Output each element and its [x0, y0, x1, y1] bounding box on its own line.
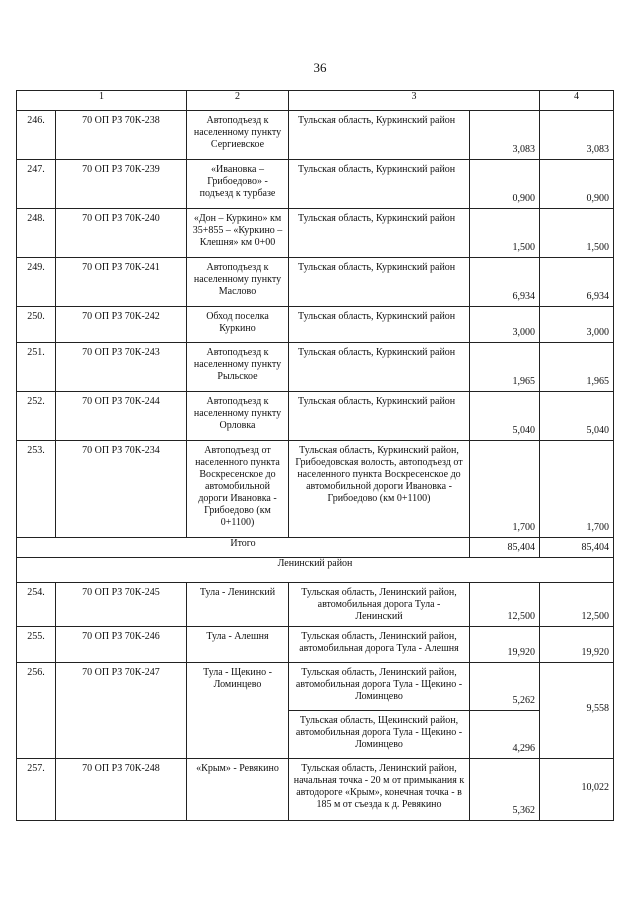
road-id: 70 ОП РЗ 70К-241 [56, 258, 187, 307]
road-id: 70 ОП РЗ 70К-247 [56, 663, 187, 759]
road-name: Тула - Щекино - Ломинцево [187, 663, 289, 759]
road-id: 70 ОП РЗ 70К-244 [56, 392, 187, 441]
road-length: 1,700 [470, 441, 540, 538]
table-row [17, 583, 614, 627]
subtotal-total: 85,404 [540, 538, 614, 558]
road-id: 70 ОП РЗ 70К-245 [56, 583, 187, 627]
header-col-4: 4 [540, 91, 614, 111]
road-name: Автоподъезд к населенному пункту Сергиевское [187, 111, 289, 160]
road-id: 70 ОП РЗ 70К-234 [56, 441, 187, 538]
road-total: 12,500 [540, 583, 614, 627]
road-location: Тульская область, Ленинский район, автомобильная дорога Тула - Щекино - Ломинцево [289, 663, 470, 711]
road-location: Тульская область, Куркинский район [289, 307, 470, 343]
road-name: Тула - Ленинский [187, 583, 289, 627]
table-row [17, 441, 614, 538]
road-length: 5,262 [470, 663, 540, 711]
page-number: 36 [313, 60, 327, 75]
table-row [17, 663, 614, 711]
table-row [17, 160, 614, 209]
road-name: Автоподъезд к населенному пункту Маслово [187, 258, 289, 307]
road-id: 70 ОП РЗ 70К-246 [56, 627, 187, 663]
road-location: Тульская область, Щекинский район, автомобильная дорога Тула - Щекино - Ломинцево [289, 711, 470, 759]
road-name: Обход поселка Куркино [187, 307, 289, 343]
roads-table [16, 90, 614, 821]
row-number: 257. [17, 759, 56, 821]
table-row [17, 627, 614, 663]
road-total: 1,965 [540, 343, 614, 392]
road-length: 3,000 [470, 307, 540, 343]
subtotal-length: 85,404 [470, 538, 540, 558]
row-number: 249. [17, 258, 56, 307]
table-row [17, 759, 614, 821]
row-number: 251. [17, 343, 56, 392]
road-location: Тульская область, Куркинский район [289, 111, 470, 160]
road-location: Тульская область, Куркинский район [289, 343, 470, 392]
road-length: 3,083 [470, 111, 540, 160]
road-name: Тула - Алешня [187, 627, 289, 663]
row-number: 252. [17, 392, 56, 441]
road-total: 3,083 [540, 111, 614, 160]
row-number: 250. [17, 307, 56, 343]
road-location: Тульская область, Куркинский район [289, 160, 470, 209]
road-location: Тульская область, Ленинский район, начальная точка - 20 м от примыкания к автодороге «Крым», конечная точка - в 185 м от съезда к д. Ревякино [289, 759, 470, 821]
road-name: Автоподъезд к населенному пункту Рыльское [187, 343, 289, 392]
road-length: 1,500 [470, 209, 540, 258]
road-name: Автоподъезд к населенному пункту Орловка [187, 392, 289, 441]
road-total: 10,022 [540, 759, 614, 821]
road-id: 70 ОП РЗ 70К-239 [56, 160, 187, 209]
row-number: 247. [17, 160, 56, 209]
header-col-3: 3 [289, 91, 540, 111]
table-row [17, 111, 614, 160]
row-number: 256. [17, 663, 56, 759]
header-col-1: 1 [17, 91, 187, 111]
table-row [17, 209, 614, 258]
road-total: 5,040 [540, 392, 614, 441]
header-row [17, 91, 614, 111]
row-number: 246. [17, 111, 56, 160]
road-location: Тульская область, Куркинский район [289, 209, 470, 258]
road-id: 70 ОП РЗ 70К-243 [56, 343, 187, 392]
road-length: 6,934 [470, 258, 540, 307]
section-title: Ленинский район [17, 558, 614, 583]
road-length: 1,965 [470, 343, 540, 392]
table-row [17, 307, 614, 343]
road-length: 19,920 [470, 627, 540, 663]
subtotal-label: Итого [17, 538, 470, 558]
road-name: «Дон – Куркино» км 35+855 – «Куркино – Клешня» км 0+00 [187, 209, 289, 258]
road-name: «Ивановка – Грибоедово» - подъезд к турбазе [187, 160, 289, 209]
road-location: Тульская область, Ленинский район, автомобильная дорога Тула - Ленинский [289, 583, 470, 627]
row-number: 253. [17, 441, 56, 538]
road-length: 5,040 [470, 392, 540, 441]
road-total: 3,000 [540, 307, 614, 343]
road-location: Тульская область, Ленинский район, автомобильная дорога Тула - Алешня [289, 627, 470, 663]
row-number: 254. [17, 583, 56, 627]
road-location: Тульская область, Куркинский район, Грибоедовская волость, автоподъезд от населенного пункта Воскресенское до автомобильной дороги Ивановка - Грибоедово (км 0+1100) [289, 441, 470, 538]
road-id: 70 ОП РЗ 70К-242 [56, 307, 187, 343]
road-id: 70 ОП РЗ 70К-248 [56, 759, 187, 821]
row-number: 255. [17, 627, 56, 663]
road-total: 1,700 [540, 441, 614, 538]
road-total: 9,558 [540, 663, 614, 759]
road-total: 1,500 [540, 209, 614, 258]
table-row [17, 343, 614, 392]
road-length: 4,296 [470, 711, 540, 759]
road-length: 12,500 [470, 583, 540, 627]
road-id: 70 ОП РЗ 70К-240 [56, 209, 187, 258]
road-id: 70 ОП РЗ 70К-238 [56, 111, 187, 160]
section-row [17, 558, 614, 583]
road-length: 5,362 [470, 759, 540, 821]
road-total: 0,900 [540, 160, 614, 209]
road-location: Тульская область, Куркинский район [289, 258, 470, 307]
road-location: Тульская область, Куркинский район [289, 392, 470, 441]
row-number: 248. [17, 209, 56, 258]
road-total: 19,920 [540, 627, 614, 663]
header-col-2: 2 [187, 91, 289, 111]
subtotal-row [17, 538, 614, 558]
road-name: Автоподъезд от населенного пункта Воскресенское до автомобильной дороги Ивановка - Грибоедово (км 0+1100) [187, 441, 289, 538]
table-row [17, 392, 614, 441]
road-name: «Крым» - Ревякино [187, 759, 289, 821]
table-row [17, 258, 614, 307]
road-total: 6,934 [540, 258, 614, 307]
road-length: 0,900 [470, 160, 540, 209]
